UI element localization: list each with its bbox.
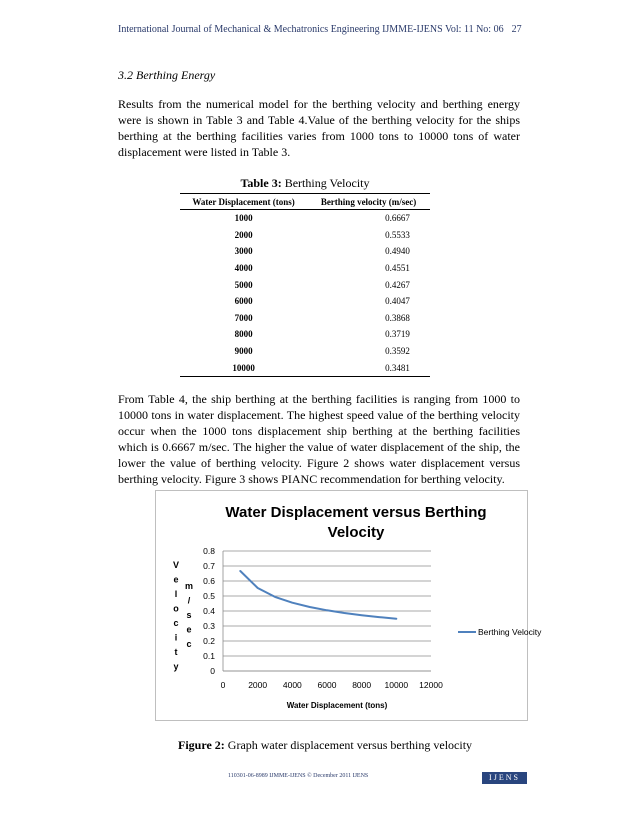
x-tick-label: 4000: [282, 680, 302, 690]
y-tick-label: 0.6: [203, 576, 215, 586]
y-tick-label: 0.4: [203, 606, 215, 616]
x-axis-label: Water Displacement (tons): [286, 701, 388, 710]
table-row: [180, 227, 430, 244]
table-row: [180, 276, 430, 293]
cell-displacement: 7000: [234, 312, 253, 323]
y-tick-label: 0.7: [203, 561, 215, 571]
table-row: [180, 243, 430, 260]
x-tick-label: 10000: [384, 680, 409, 690]
y-tick-label: 0: [210, 666, 215, 676]
cell-displacement: 2000: [234, 229, 253, 240]
chart-title-line: Water Displacement versus Berthing: [225, 504, 487, 521]
y-axis-unit-char: s: [186, 610, 192, 620]
x-tick-label: 2000: [248, 680, 268, 690]
table-row: [180, 260, 430, 277]
berthing-velocity-table: [180, 193, 430, 377]
chart-area: [155, 490, 542, 721]
cell-velocity: 0.3719: [385, 329, 410, 340]
table-caption-text: Berthing Velocity: [281, 176, 370, 190]
cell-displacement: 10000: [180, 359, 307, 376]
y-axis-label-char: l: [174, 589, 178, 599]
ijens-logo: IJENS: [482, 772, 527, 784]
table-row: [180, 326, 430, 343]
velocity-line-chart: [156, 491, 542, 720]
y-axis-label-char: e: [173, 574, 179, 585]
x-tick-label: 12000: [419, 680, 443, 690]
cell-displacement: 8000: [234, 329, 253, 340]
x-tick-label: 0: [220, 680, 226, 690]
y-axis-unit-char: m: [184, 581, 194, 591]
figure-caption-text: Graph water displacement versus berthing velocity: [224, 738, 473, 752]
x-tick-label: 8000: [352, 680, 372, 690]
chart-title-line: Velocity: [327, 524, 385, 541]
paragraph-discussion: From Table 4, the ship berthing at the berthing facilities is ranging from 1000 to 10000 tons in water displacement. The highest speed value of the berthing velocity occur when the 1000 tons displacement ship berthing at the berthing facilities which is 0.6667 m/sec. The higher the value of water displacement of the ship, the lower the value of berthing velocity. Figure 2 shows water displacement versus berthing velocity. Figure 3 shows PIANC recommendation for berthing velocity.: [118, 392, 520, 486]
table-row: [180, 210, 430, 227]
figure-caption: [178, 738, 472, 753]
cell-velocity: 0.3481: [307, 359, 430, 376]
cell-displacement: 4000: [234, 263, 253, 274]
y-tick-label: 0.1: [203, 651, 215, 661]
y-tick-label: 0.2: [203, 636, 215, 646]
cell-velocity: 0.6667: [385, 213, 410, 224]
y-axis-label-char: c: [173, 618, 179, 628]
y-axis-unit-char: /: [187, 595, 191, 606]
table-caption: [180, 176, 430, 191]
section-title: 3.2 Berthing Energy: [118, 68, 216, 82]
cell-velocity: 0.4551: [385, 263, 410, 274]
y-tick-label: 0.3: [203, 621, 215, 631]
y-axis-unit-char: e: [186, 624, 192, 635]
table-header-displacement: Water Displacement (tons): [180, 194, 307, 210]
y-axis-label-char: V: [172, 560, 180, 570]
legend-label: Berthing Velocity: [478, 627, 542, 637]
series-line-berthing-velocity: [240, 571, 396, 619]
paragraph-results: Results from the numerical model for the berthing velocity and berthing energy were is shown in Table 3 and Table 4.Value of the berthing velocity for the ships berthing at the berthing facilities varies from 1000 tons to 10000 tons of water displacement were listed in Table 3.: [118, 97, 520, 159]
figure-caption-label: Figure 2:: [178, 738, 225, 752]
table-caption-label: Table 3:: [240, 176, 282, 190]
cell-displacement: 9000: [234, 346, 253, 357]
page-number: 27: [511, 24, 522, 35]
y-axis-label-char: y: [173, 661, 179, 672]
y-axis-label-char: t: [174, 647, 178, 657]
table-row: [180, 359, 430, 376]
cell-displacement: 3000: [234, 246, 253, 257]
y-tick-label: 0.5: [203, 591, 215, 601]
journal-title: International Journal of Mechanical & Mechatronics Engineering IJMME-IJENS Vol: 11 No: 06: [118, 24, 504, 35]
x-tick-label: 6000: [317, 680, 337, 690]
table-row: [180, 293, 430, 310]
cell-velocity: 0.4267: [385, 279, 410, 290]
cell-velocity: 0.5533: [385, 229, 410, 240]
journal-header: [118, 24, 528, 35]
y-axis-label-char: i: [174, 632, 178, 643]
table-row: [180, 343, 430, 360]
y-tick-label: 0.8: [203, 546, 215, 556]
y-axis-label-char: o: [173, 603, 179, 614]
cell-velocity: 0.3868: [385, 312, 410, 323]
cell-displacement: 5000: [234, 279, 253, 290]
cell-displacement: 1000: [234, 213, 253, 224]
table-header-row: [180, 194, 430, 210]
cell-velocity: 0.4940: [385, 246, 410, 257]
cell-displacement: 6000: [234, 296, 253, 307]
footer-text: 110301-06-8989 IJMME-IJENS © December 2011 IJENS: [228, 773, 369, 779]
y-axis-unit-char: c: [186, 639, 192, 649]
table-header-velocity: Berthing velocity (m/sec): [307, 194, 430, 210]
cell-velocity: 0.4047: [385, 296, 410, 307]
cell-velocity: 0.3592: [385, 346, 410, 357]
table-row: [180, 310, 430, 327]
